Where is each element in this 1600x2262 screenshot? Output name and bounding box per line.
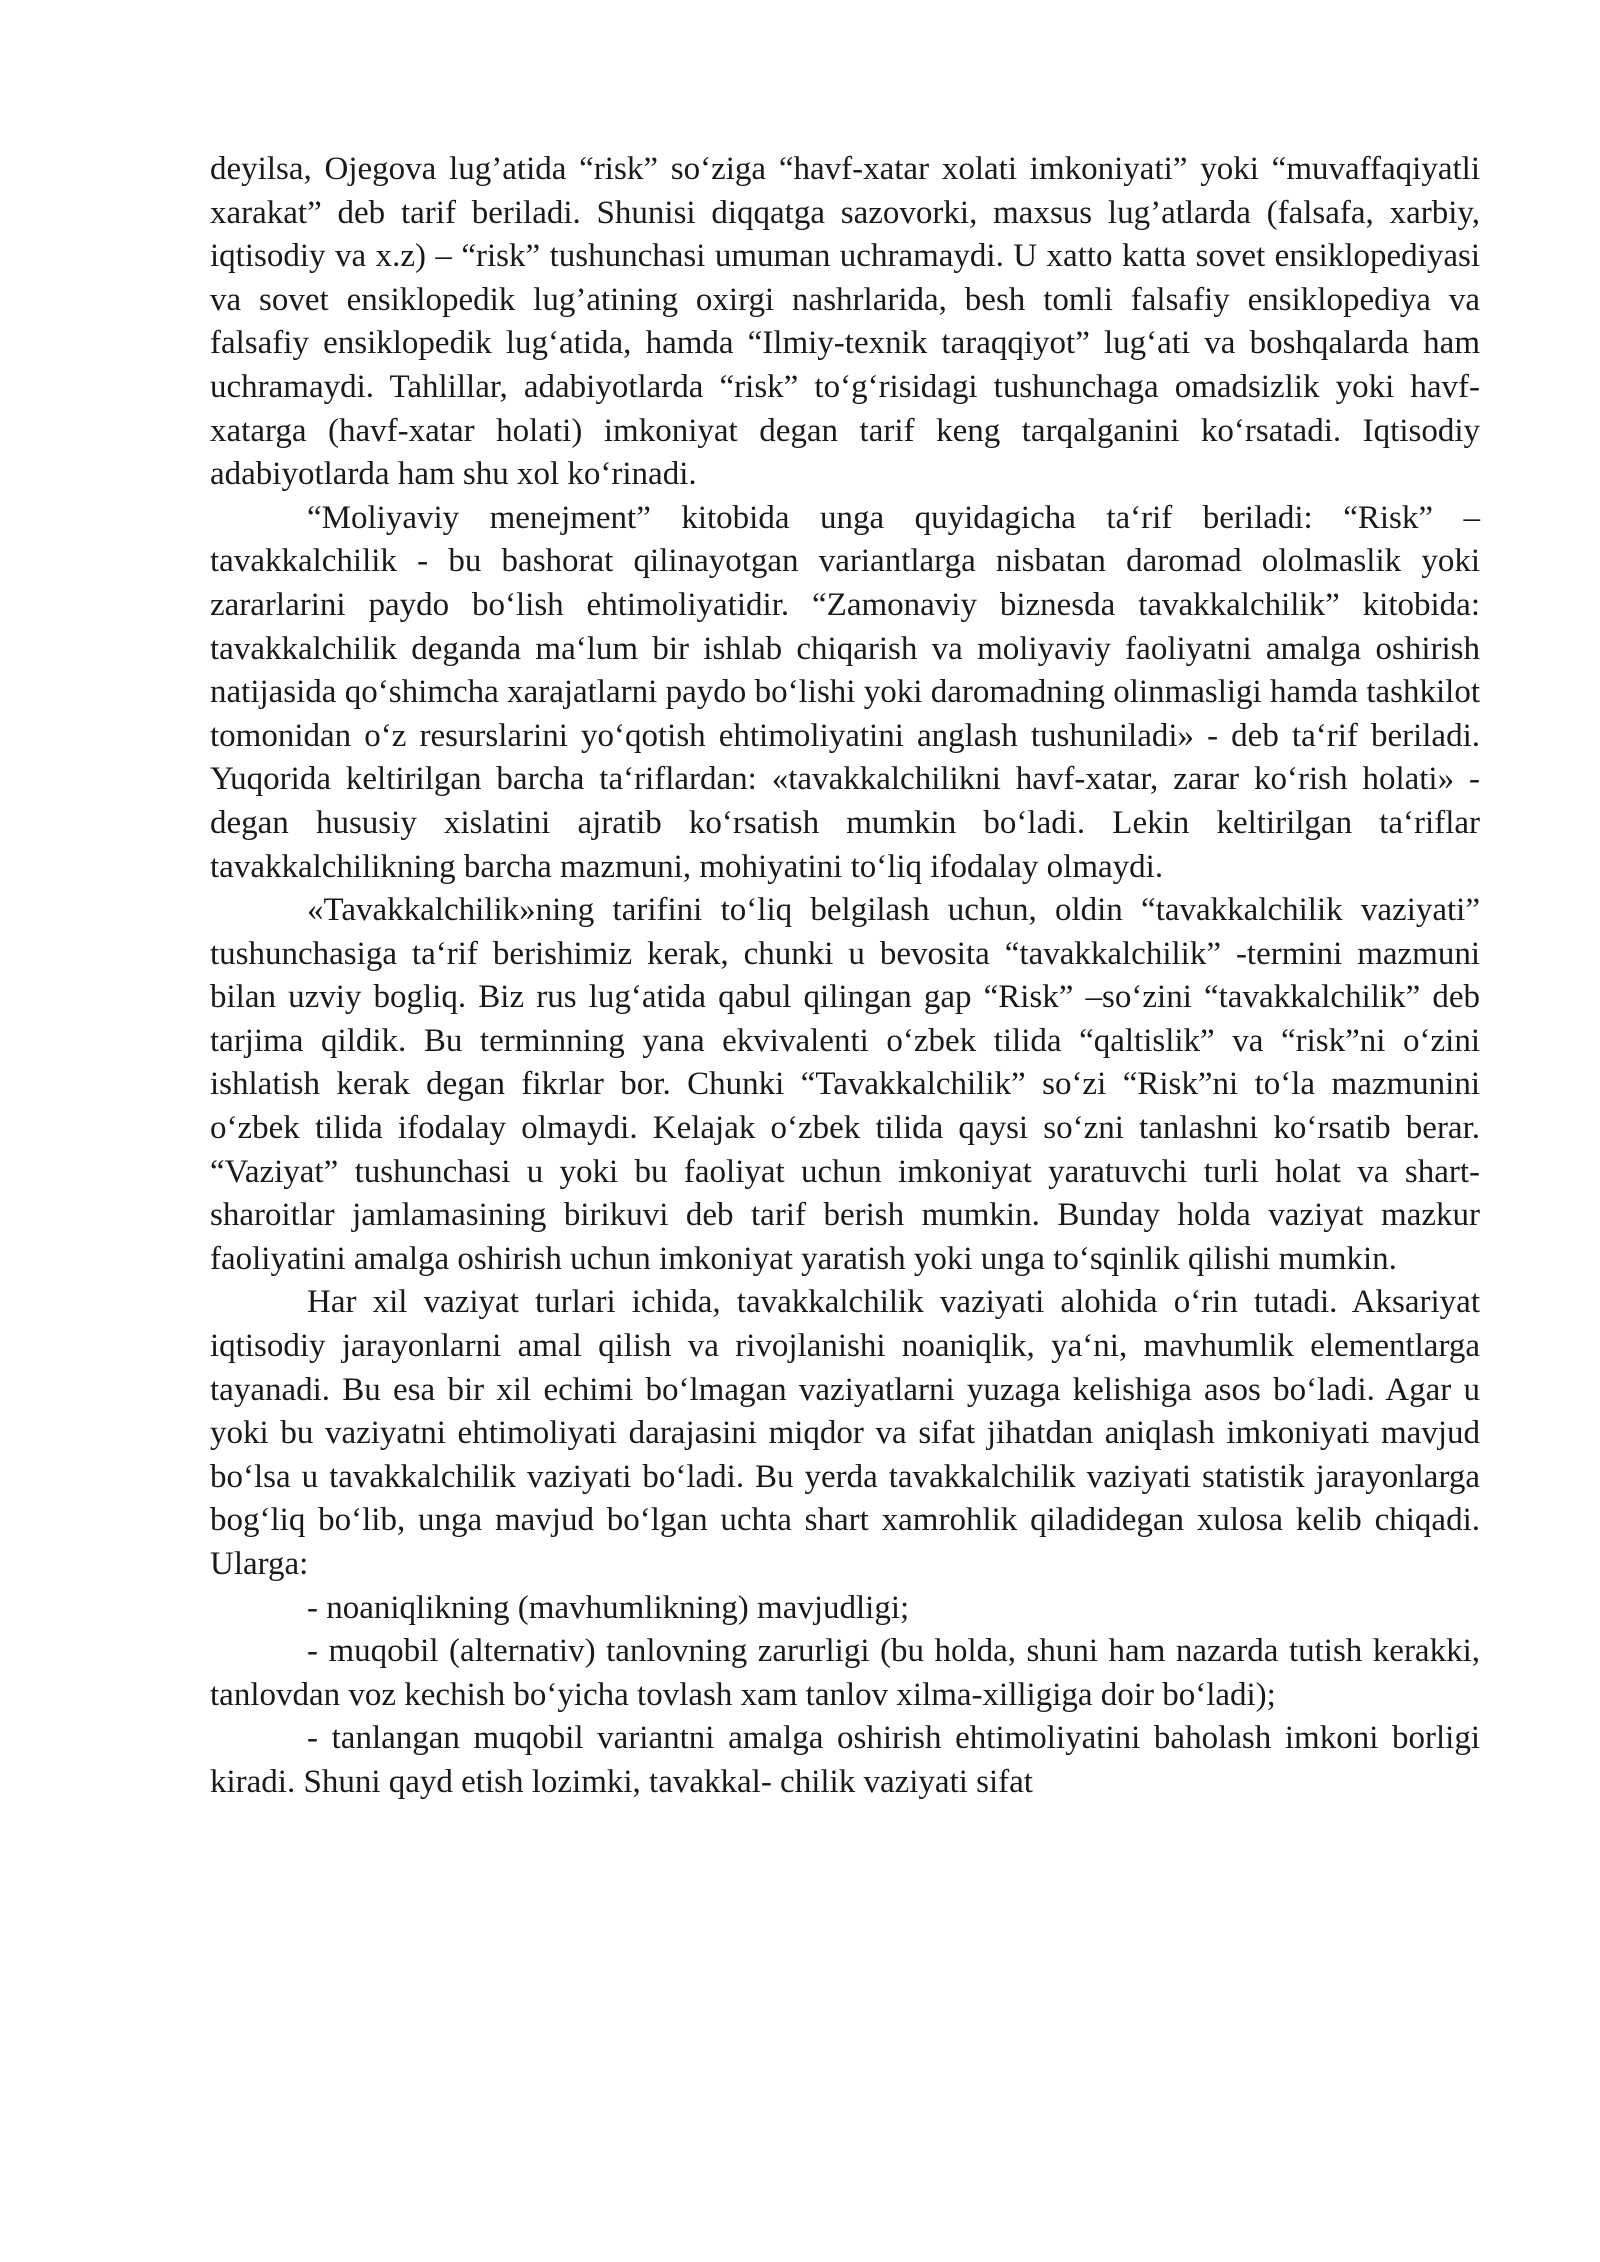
list-item-probability-assessment: - tanlangan muqobil variantni amalga oshirish ehtimoliyatini baholash imkoni borligi kiradi. Shuni qayd etish lozimki, tavakkal- chilik vaziyati sifat xyxy=(210,1720,1480,1800)
paragraph-risk-definitions: deyilsa, Ojegova lug’atida “risk” so‘ziga “havf-xatar xolati imkoniyati” yoki “muvaffaqiyatli xarakat” deb tarif beriladi. Shunisi diqqatga sazovorki, maxsus lug’atlarda (falsafa, xarbiy, iqtisodiy va x.z) – “risk” tushunchasi umuman uchramaydi. U xatto katta sovet ensiklopediyasi va sovet ensiklopedik lug’atining oxirgi nashrlarida, besh tomli falsafiy ensiklopediya va falsafiy ensiklopedik lug‘atida, hamda “Ilmiy-texnik taraqqiyot” lug‘ati va boshqalarda ham uchramaydi. Tahlillar, adabiyotlarda “risk” to‘g‘risidagi tushunchaga omadsizlik yoki havf-xatarga (havf-xatar holati) imkoniyat degan tarif keng tarqalganini ko‘rsatadi. Iqtisodiy adabiyotlarda ham shu xol ko‘rinadi. xyxy=(210,151,1480,493)
list-item-alternative-choice: - muqobil (alternativ) tanlovning zarurligi (bu holda, shuni ham nazarda tutish kerakki, tanlovdan voz kechish bo‘yicha tovlash xam tanlov xilma-xilligiga doir bo‘ladi); xyxy=(210,1633,1480,1713)
paragraph-situation-types: Har xil vaziyat turlari ichida, tavakkalchilik vaziyati alohida o‘rin tutadi. Aksariyat iqtisodiy jarayonlarni amal qilish va rivojlanishi noaniqlik, ya‘ni, mavhumlik elementlarga tayanadi. Bu esa bir xil echimi bo‘lmagan vaziyatlarni yuzaga kelishiga asos bo‘ladi. Agar u yoki bu vaziyatni ehtimoliyati darajasini miqdor va sifat jihatdan aniqlash imkoniyati mavjud bo‘lsa u tavakkalchilik vaziyati bo‘ladi. Bu yerda tavakkalchilik vaziyati statistik jarayonlarga bog‘liq bo‘lib, unga mavjud bo‘lgan uchta shart xamrohlik qiladidegan xulosa kelib chiqadi. Ularga: xyxy=(210,1284,1480,1582)
paragraph-financial-management-definition: “Moliyaviy menejment” kitobida unga quyidagicha ta‘rif beriladi: “Risk” – tavakkalchilik - bu bashorat qilinayotgan variantlarga nisbatan daromad ololmaslik yoki zararlarini paydo bo‘lish ehtimoliyatidir. “Zamonaviy biznesda tavakkalchilik” kitobida: tavakkalchilik deganda ma‘lum bir ishlab chiqarish va moliyaviy faoliyatni amalga oshirish natijasida qo‘shimcha xarajatlarni paydo bo‘lishi yoki daromadning olinmasligi hamda tashkilot tomonidan o‘z resurslarini yo‘qotish ehtimoliyatini anglash tushuniladi» - deb ta‘rif beriladi. Yuqorida keltirilgan barcha ta‘riflardan: «tavakkalchilikni havf-xatar, zarar ko‘rish holati» - degan hususiy xislatini ajratib ko‘rsatish mumkin bo‘ladi. Lekin keltirilgan ta‘riflar tavakkalchilikning barcha mazmuni, mohiyatini to‘liq ifodalay olmaydi. xyxy=(210,499,1480,885)
list-item-uncertainty: - noaniqlikning (mavhumlikning) mavjudligi; xyxy=(307,1589,910,1626)
paragraph-risk-situation-concept: «Tavakkalchilik»ning tarifini to‘liq belgilash uchun, oldin “tavakkalchilik vaziyati” tushunchasiga ta‘rif berishimiz kerak, chunki u bevosita “tavakkalchilik” -termini mazmuni bilan uzviy bogliq. Biz rus lug‘atida qabul qilingan gap “Risk” –so‘zini “tavakkalchilik” deb tarjima qildik. Bu terminning yana ekvivalenti o‘zbek tilida “qaltislik” va “risk”ni o‘zini ishlatish kerak degan fikrlar bor. Chunki “Tavakkalchilik” so‘zi “Risk”ni to‘la mazmunini o‘zbek tilida ifodalay olmaydi. Kelajak o‘zbek tilida qaysi so‘zni tanlashni ko‘rsatib berar. “Vaziyat” tushunchasi u yoki bu faoliyat uchun imkoniyat yaratuvchi turli holat va shart-sharoitlar jamlamasining birikuvi deb tarif berish mumkin. Bunday holda vaziyat mazkur faoliyatini amalga oshirish uchun imkoniyat yaratish yoki unga to‘sqinlik qilishi mumkin. xyxy=(210,892,1480,1277)
document-page xyxy=(210,148,1480,1805)
